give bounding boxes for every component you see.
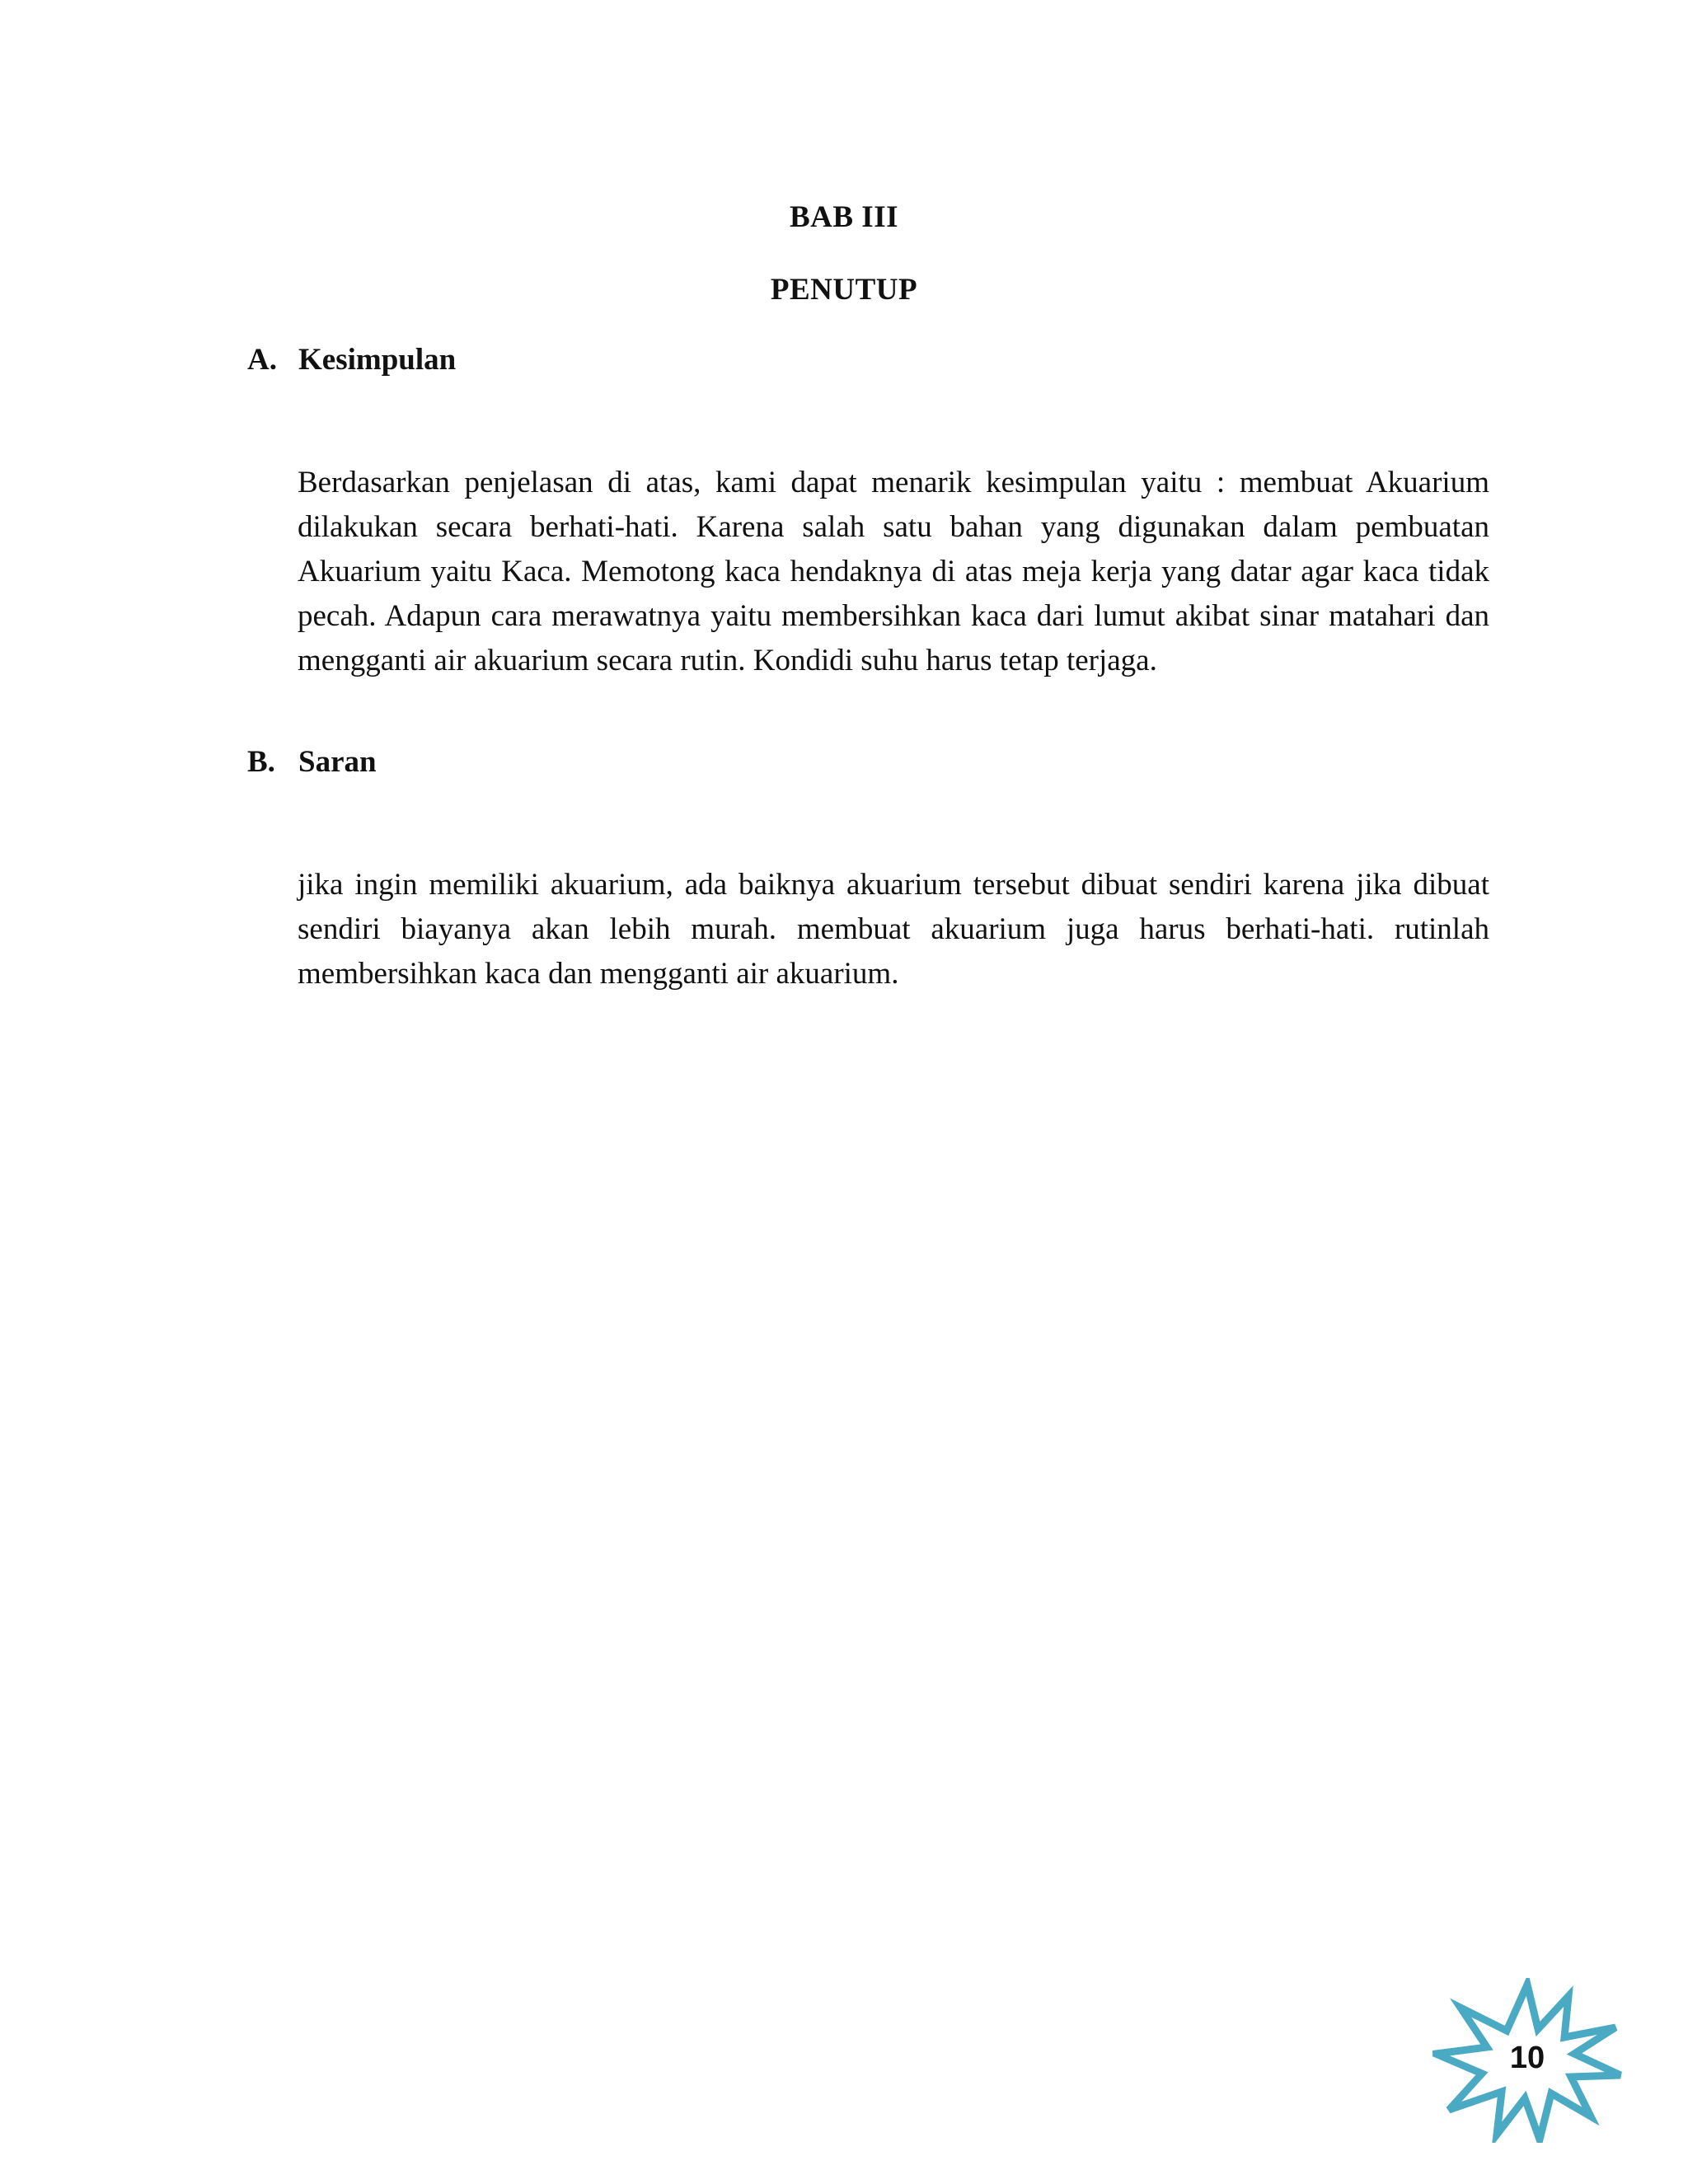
saran-paragraph: jika ingin memiliki akuarium, ada baiknya akuarium tersebut dibuat sendiri karena jika dibuat sendiri biayanya akan lebih murah. membuat akuarium juga harus berhati-hati. rutinlah membersihkan kaca dan mengganti air akuarium.: [298, 868, 1489, 991]
section-title: Saran: [298, 745, 377, 779]
chapter-title: PENUTUP: [770, 273, 918, 307]
section-letter: B.: [247, 745, 275, 779]
chapter-number: BAB III: [789, 200, 899, 234]
page-number: 10: [1509, 2041, 1545, 2075]
section-heading-saran: [247, 744, 377, 780]
section-title: Kesimpulan: [298, 343, 457, 377]
kesimpulan-paragraph: Berdasarkan penjelasan di atas, kami dapat menarik kesimpulan yaitu : membuat Akuarium dilakukan secara berhati-hati. Karena salah satu bahan yang digunakan dalam pembuatan Akuarium yaitu Kaca. Memotong kaca hendaknya di atas meja kerja yang datar agar kaca tidak pecah. Adapun cara merawatnya yaitu membersihkan kaca dari lumut akibat sinar matahari dan mengganti air akuarium secara rutin. Kondidi suhu harus tetap terjaga.: [298, 466, 1489, 677]
page-number-badge: [1432, 1978, 1622, 2143]
section-heading-kesimpulan: [247, 342, 456, 377]
section-letter: A.: [247, 343, 277, 377]
